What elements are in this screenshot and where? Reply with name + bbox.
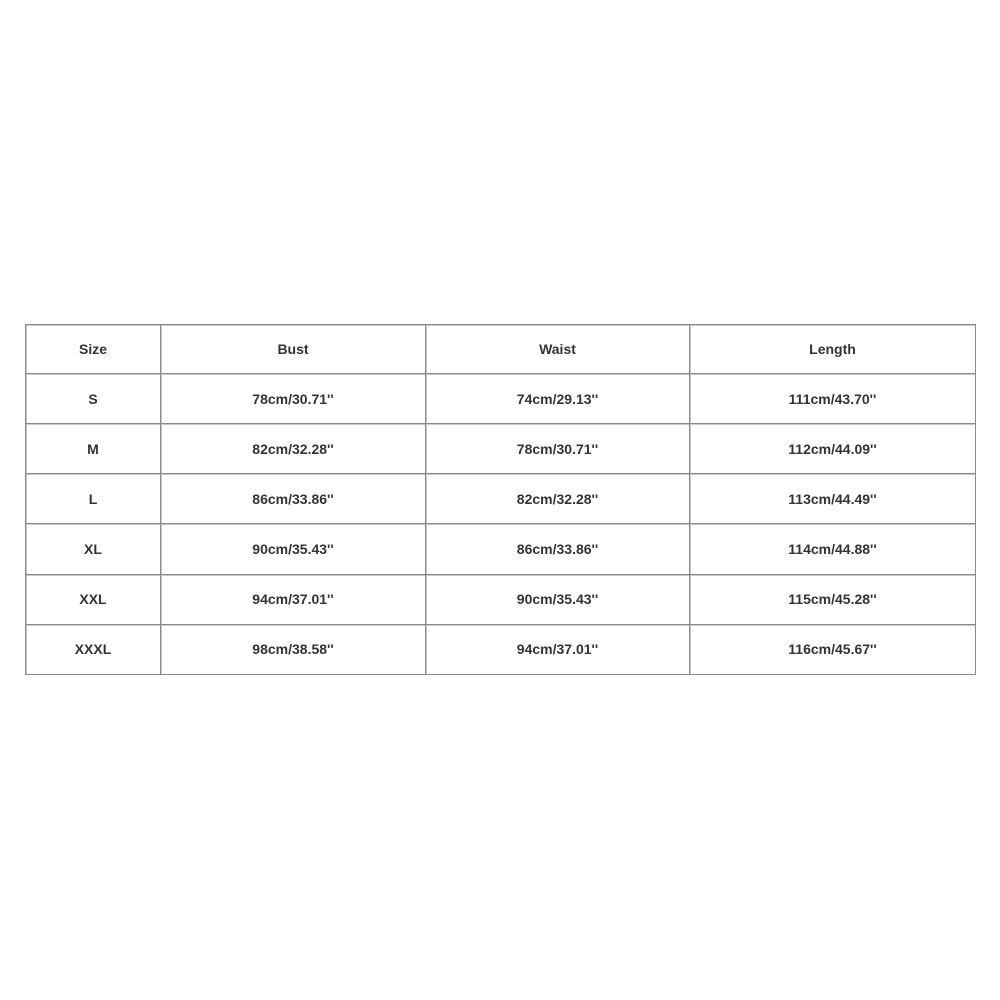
cell-bust: 86cm/33.86'' (161, 474, 426, 524)
cell-bust: 78cm/30.71'' (161, 374, 426, 424)
cell-size: XXL (26, 575, 161, 625)
cell-length: 112cm/44.09'' (690, 424, 976, 474)
table-row (26, 575, 976, 625)
cell-size: XL (26, 524, 161, 574)
cell-length: 115cm/45.28'' (690, 575, 976, 625)
cell-bust: 98cm/38.58'' (161, 625, 426, 675)
cell-waist: 78cm/30.71'' (426, 424, 690, 474)
cell-waist: 74cm/29.13'' (426, 374, 690, 424)
header-bust: Bust (161, 325, 426, 374)
size-chart-table (25, 324, 976, 675)
table-row (26, 374, 976, 424)
cell-bust: 90cm/35.43'' (161, 524, 426, 574)
cell-length: 114cm/44.88'' (690, 524, 976, 574)
cell-bust: 94cm/37.01'' (161, 575, 426, 625)
header-size: Size (26, 325, 161, 374)
cell-length: 116cm/45.67'' (690, 625, 976, 675)
cell-length: 113cm/44.49'' (690, 474, 976, 524)
cell-waist: 94cm/37.01'' (426, 625, 690, 675)
cell-waist: 82cm/32.28'' (426, 474, 690, 524)
cell-length: 111cm/43.70'' (690, 374, 976, 424)
header-length: Length (690, 325, 976, 374)
cell-size: XXXL (26, 625, 161, 675)
table-row (26, 625, 976, 675)
cell-bust: 82cm/32.28'' (161, 424, 426, 474)
cell-size: S (26, 374, 161, 424)
header-waist: Waist (426, 325, 690, 374)
table-row (26, 524, 976, 574)
cell-waist: 86cm/33.86'' (426, 524, 690, 574)
table-row (26, 424, 976, 474)
cell-size: L (26, 474, 161, 524)
table-row (26, 474, 976, 524)
cell-size: M (26, 424, 161, 474)
header-row (26, 325, 976, 374)
cell-waist: 90cm/35.43'' (426, 575, 690, 625)
